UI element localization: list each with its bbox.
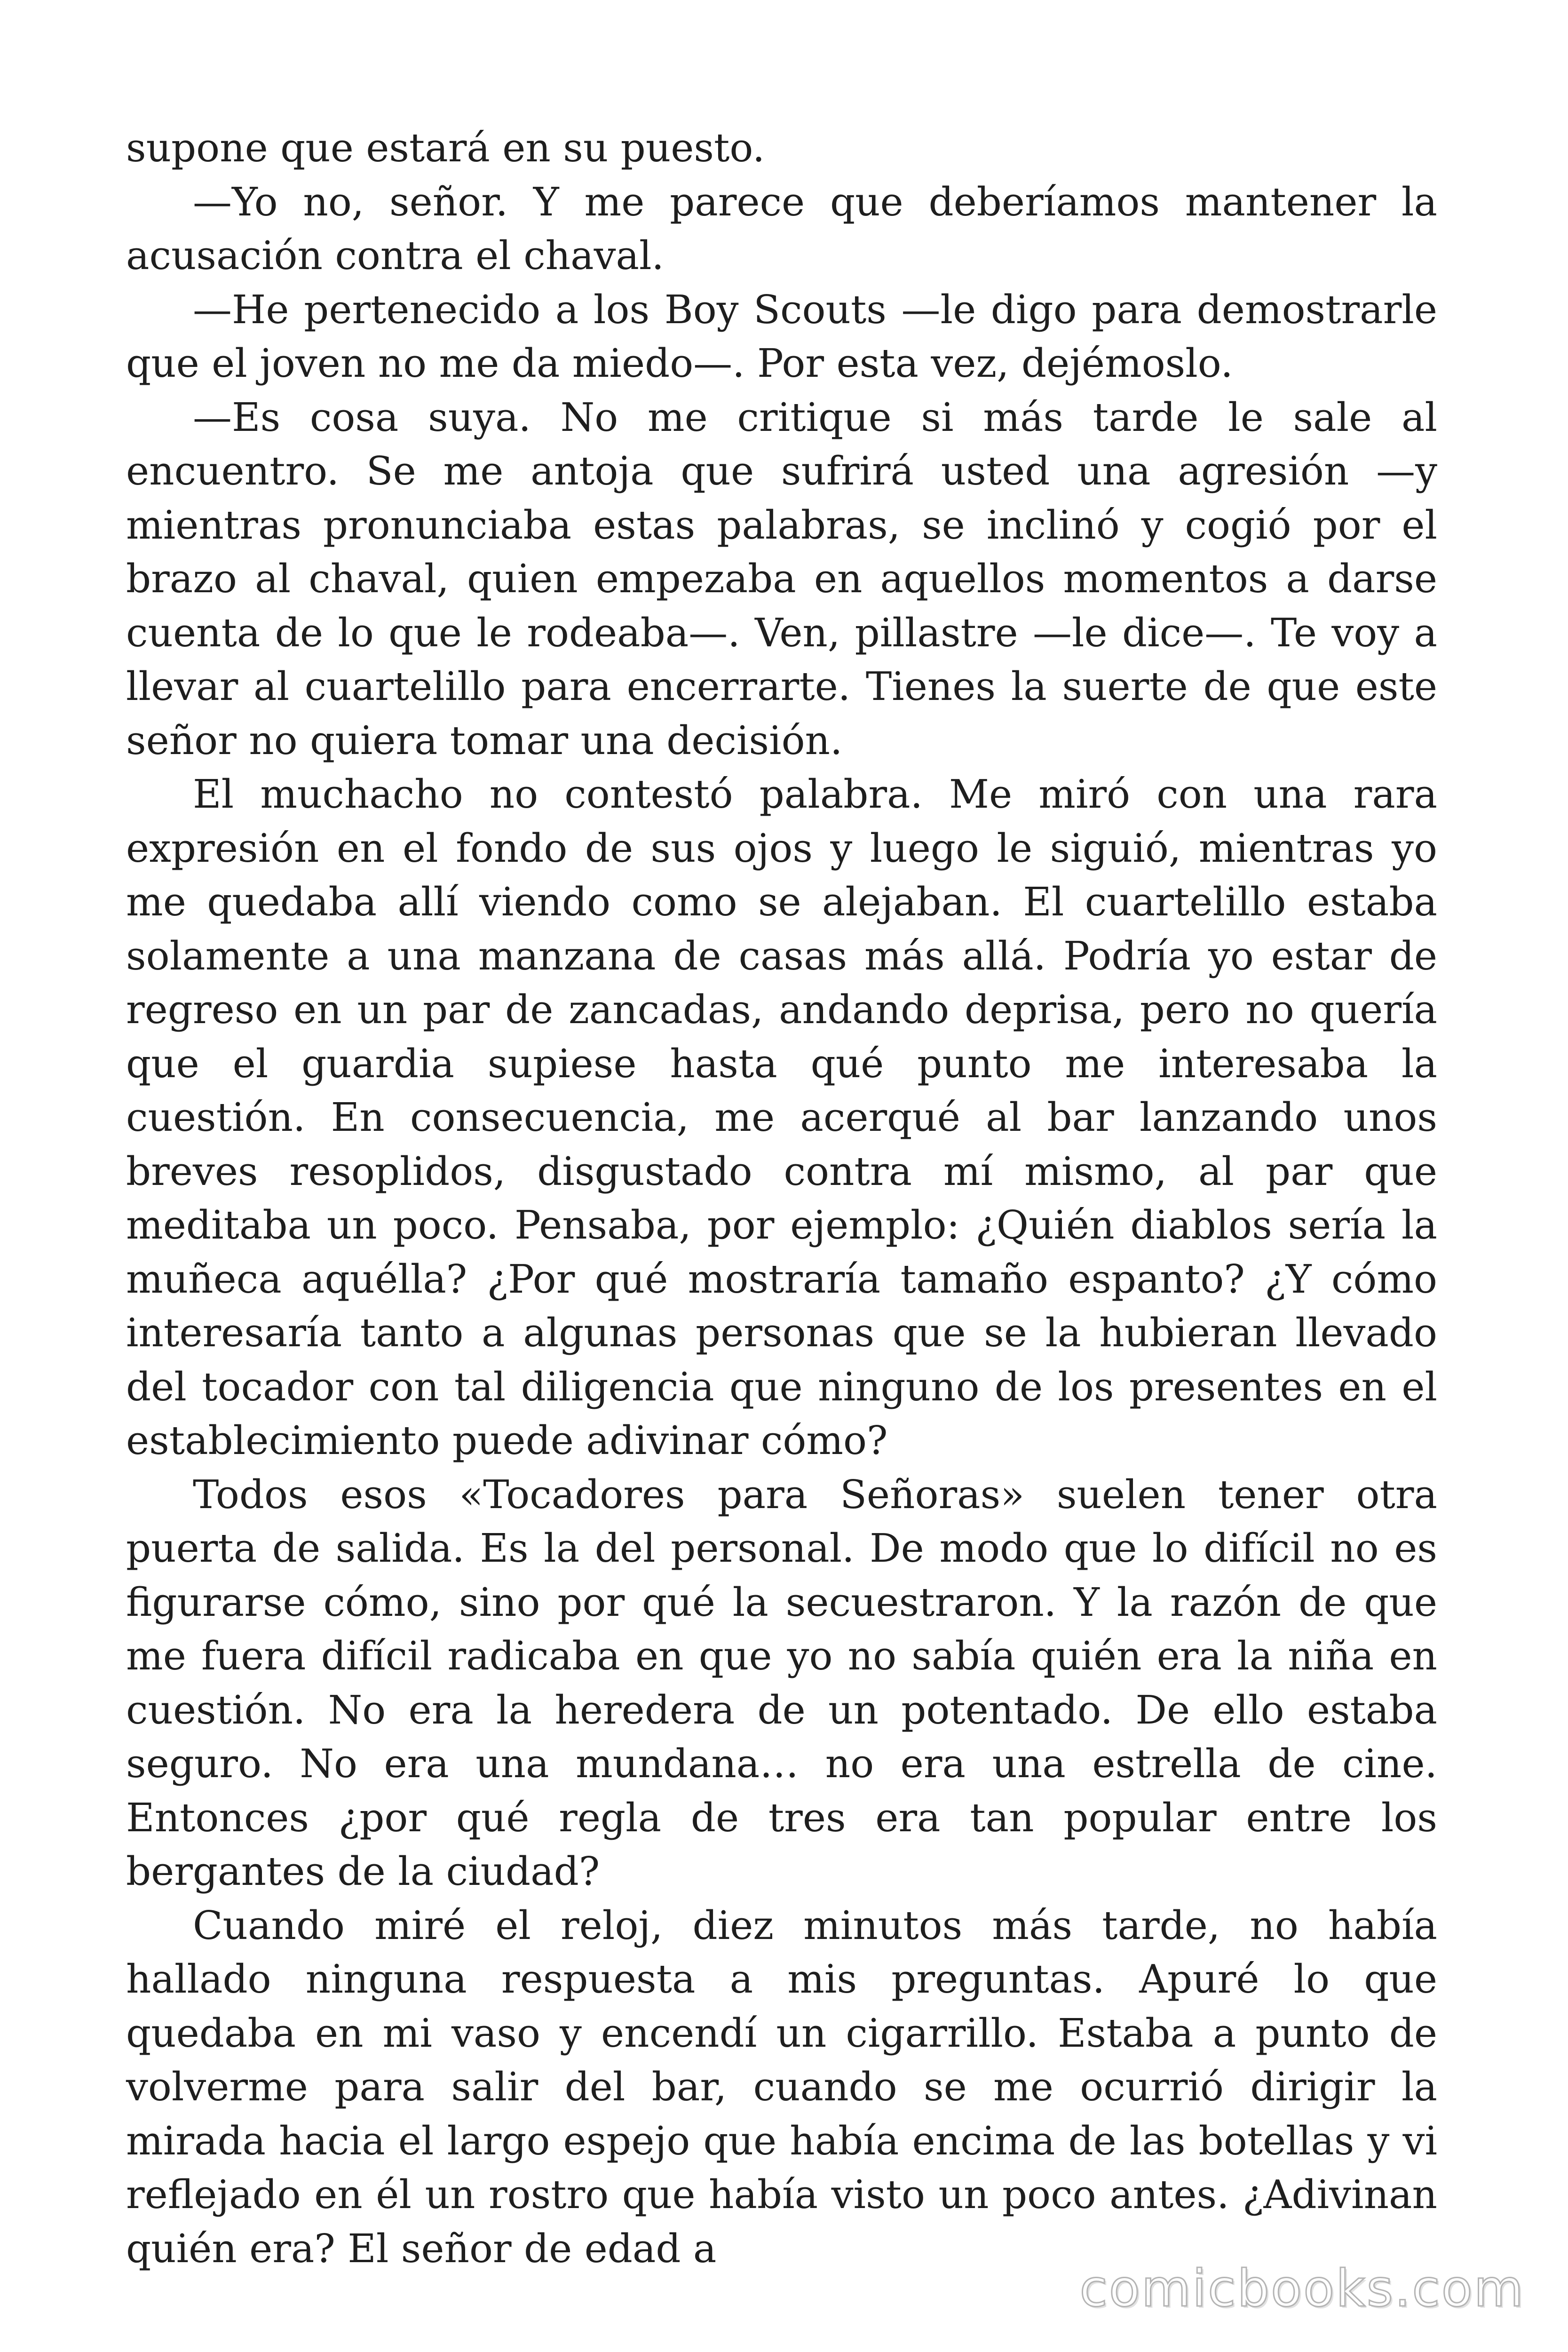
watermark-logo: comicbooks.com bbox=[1079, 2259, 1525, 2318]
paragraph-7: Cuando miré el reloj, diez minutos más tarde, no había hallado ninguna respuesta a mis preguntas. Apuré lo que quedaba en mi vaso y encendí un cigarrillo. Estaba a punto de volverme para salir del bar, cuando se me ocurrió dirigir la mirada hacia el largo espejo que había encima de las botellas y vi reflejado en él un rostro que había visto un poco antes. ¿Adivinan quién era? El señor de edad a bbox=[126, 1902, 1437, 2272]
paragraph-4: —Es cosa suya. No me critique si más tarde le sale al encuentro. Se me antoja que sufrirá usted una agresión —y mientras pronunciaba estas palabras, se inclinó y cogió por el brazo al chaval, quien empezaba en aquellos momentos a darse cuenta de lo que le rodeaba—. Ven, pillastre —le dice—. Te voy a llevar al cuartelillo para encerrarte. Tienes la suerte de que este señor no quiera tomar una decisión. bbox=[126, 394, 1437, 763]
paragraph-6: Todos esos «Tocadores para Señoras» suelen tener otra puerta de salida. Es la del personal. De modo que lo difícil no es figurarse cómo, sino por qué la secuestraron. Y la razón de que me fuera difícil radicaba en que yo no sabía quién era la niña en cuestión. No era la heredera de un potentado. De ello estaba seguro. No era una mundana… no era una estrella de cine. Entonces ¿por qué regla de tres era tan popular entre los bergantes de la ciudad? bbox=[126, 1471, 1437, 1894]
paragraph-2: —Yo no, señor. Y me parece que deberíamos mantener la acusación contra el chaval. bbox=[126, 179, 1437, 278]
page-body bbox=[126, 121, 1437, 2276]
paragraph-1: supone que estará en su puesto. bbox=[126, 125, 765, 171]
paragraph-3: —He pertenecido a los Boy Scouts —le digo para demostrarle que el joven no me da miedo—. Por esta vez, dejémoslo. bbox=[126, 286, 1437, 386]
paragraph-5: El muchacho no contestó palabra. Me miró con una rara expresión en el fondo de sus ojos y luego le siguió, mientras yo me quedaba allí viendo como se alejaban. El cuartelillo estaba solamente a una manzana de casas más allá. Podría yo estar de regreso en un par de zancadas, andando deprisa, pero no quería que el guardia supiese hasta qué punto me interesaba la cuestión. En consecuencia, me acerqué al bar lanzando unos breves resoplidos, disgustado contra mí mismo, al par que meditaba un poco. Pensaba, por ejemplo: ¿Quién diablos sería la muñeca aquélla? ¿Por qué mostraría tamaño espanto? ¿Y cómo interesaría tanto a algunas personas que se la hubieran llevado del tocador con tal diligencia que ninguno de los presentes en el establecimiento puede adivinar cómo? bbox=[126, 771, 1437, 1463]
